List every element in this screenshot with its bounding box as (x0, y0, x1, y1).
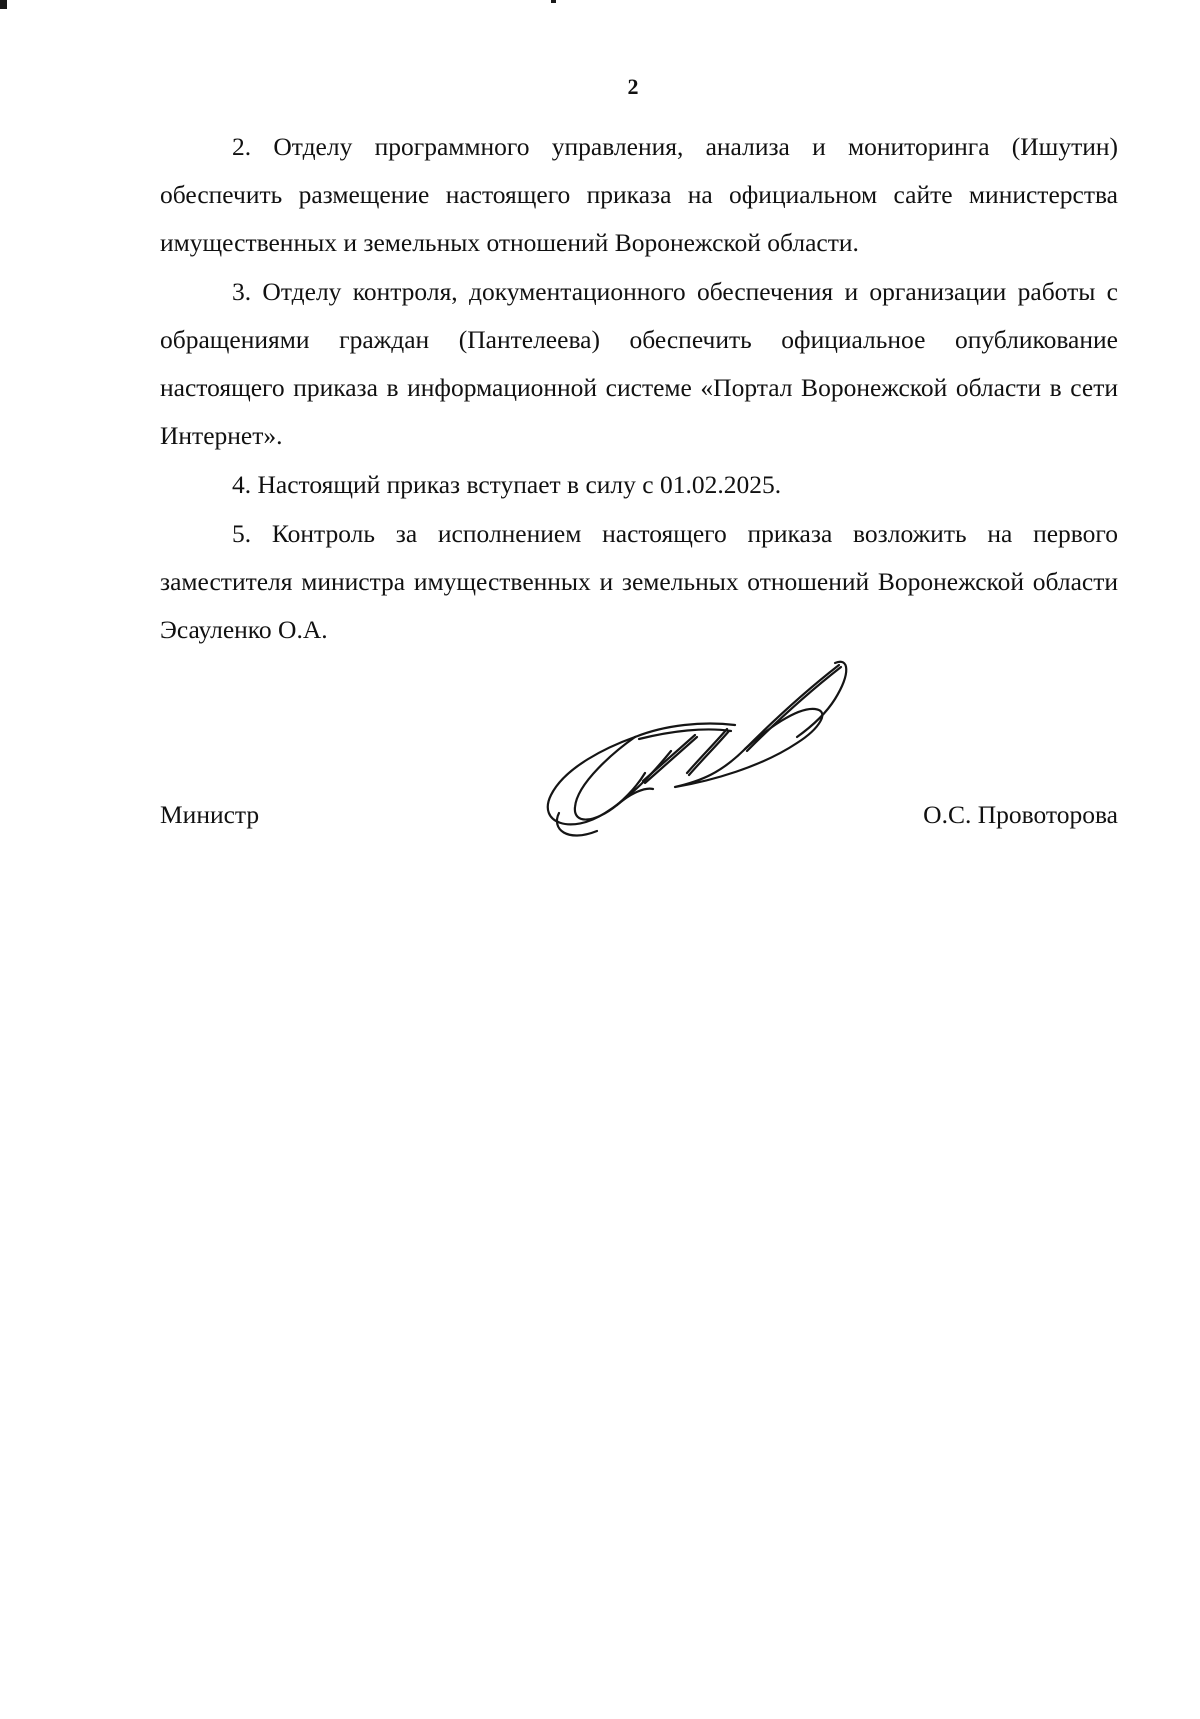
paragraph-2: 2. Отделу программного управления, анализа и мониторинга (Ишутин) обеспечить размещение настоящего приказа на официальном сайте министерства имущественных и земельных отношений Воронежской области. (160, 132, 1118, 257)
signatory-name: О.С. Провоторова (923, 800, 1118, 829)
scan-edge-mark (0, 0, 7, 9)
paragraph-5: 5. Контроль за исполнением настоящего приказа возложить на первого заместителя министра имущественных и земельных отношений Воронежской области Эсауленко О.А. (160, 519, 1118, 644)
paragraph-4: 4. Настоящий приказ вступает в силу с 01.02.2025. (232, 470, 782, 499)
order-body (160, 123, 1118, 655)
scan-top-mark (551, 0, 556, 3)
page-number: 2 (627, 74, 639, 99)
signatory-title: Министр (160, 800, 260, 829)
signature-block (160, 795, 1118, 835)
paragraph-3: 3. Отделу контроля, документационного обеспечения и организации работы с обращениями граждан (Пантелеева) обеспечить официальное опубликование настоящего приказа в информационной системе «Портал Воронежской области в сети Интернет». (160, 277, 1118, 450)
